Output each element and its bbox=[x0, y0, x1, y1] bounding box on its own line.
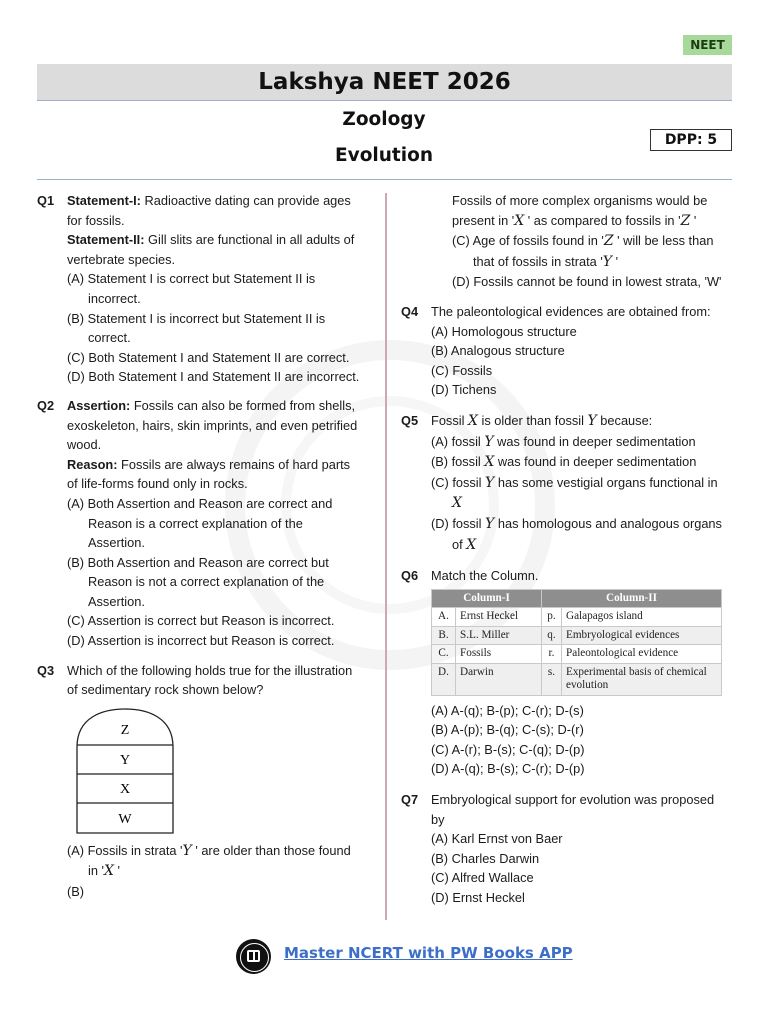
question-6 bbox=[401, 566, 731, 779]
option-a[interactable]: (A) Homologous structure bbox=[431, 323, 577, 339]
option-d[interactable]: (D) Fossils cannot be found in lowest strata, 'W' bbox=[452, 274, 722, 290]
stratum-z-label: Z bbox=[120, 722, 130, 738]
pw-books-app-link[interactable]: Master NCERT with PW Books APP bbox=[284, 944, 573, 962]
stratum-w-label: W bbox=[118, 811, 132, 827]
question-5 bbox=[401, 411, 731, 555]
question-3 bbox=[37, 661, 362, 902]
reason-text: Fossils are always remains of hard parts of life-forms found only in rocks. bbox=[67, 456, 351, 492]
table-row: A. Ernst Heckel p. Galapagos island bbox=[432, 608, 722, 627]
question-7 bbox=[401, 790, 731, 908]
option-b-label[interactable]: (B) bbox=[67, 884, 85, 900]
question-2 bbox=[37, 396, 362, 651]
option-a[interactable]: (A) Karl Ernst von Baer bbox=[431, 831, 563, 847]
question-stem: Fossil X is older than fossil Y because: bbox=[431, 412, 653, 429]
sedimentary-rock-diagram bbox=[75, 707, 175, 835]
question-stem: Embryological support for evolution was proposed by bbox=[431, 792, 715, 827]
reason bbox=[67, 455, 362, 494]
option-b[interactable]: (B) Statement I is incorrect but Statement II is correct. bbox=[67, 310, 326, 346]
page-title: Lakshya NEET 2026 bbox=[37, 64, 732, 101]
option-c[interactable]: (C) Fossils bbox=[431, 362, 493, 378]
option-b[interactable]: (B) A-(p); B-(q); C-(s); D-(r) bbox=[431, 722, 584, 738]
match-table bbox=[431, 589, 722, 696]
question-4 bbox=[401, 302, 731, 400]
question-3-continued bbox=[401, 191, 731, 292]
option-c[interactable]: (C) Both Statement I and Statement II are correct. bbox=[67, 349, 350, 365]
option-d[interactable]: (D) fossil Y has homologous and analogous organs of X bbox=[431, 515, 722, 553]
option-b[interactable]: (B) Analogous structure bbox=[431, 343, 565, 359]
assertion-text: Fossils can also be formed from shells, exoskeleton, hairs, skin imprints, and even petrified wood. bbox=[67, 397, 358, 453]
question-number: Q7 bbox=[401, 792, 419, 808]
option-c[interactable]: (C) Age of fossils found in 'Z ' will be less than that of fossils in strata 'Y ' bbox=[452, 233, 714, 270]
question-stem: Which of the following holds true for the illustration of sedimentary rock shown below? bbox=[67, 662, 353, 698]
question-stem: Match the Column. bbox=[431, 568, 539, 584]
assertion bbox=[67, 396, 362, 455]
reason-label: Reason: bbox=[67, 456, 118, 472]
option-a[interactable]: (A) Both Assertion and Reason are correct and Reason is a correct explanation of the Assertion. bbox=[67, 495, 333, 551]
option-a[interactable]: (A) fossil Y was found in deeper sedimentation bbox=[431, 433, 696, 450]
book-icon bbox=[247, 950, 260, 962]
assertion-label: Assertion: bbox=[67, 397, 131, 413]
statement-2 bbox=[67, 230, 362, 269]
option-c[interactable]: (C) Alfred Wallace bbox=[431, 870, 534, 886]
option-b[interactable]: (B) fossil X was found in deeper sedimentation bbox=[431, 454, 697, 471]
table-row: D. Darwin s. Experimental basis of chemical evolution bbox=[432, 663, 722, 695]
option-d[interactable]: (D) A-(q); B-(s); C-(r); D-(p) bbox=[431, 761, 585, 777]
table-row: B. S.L. Miller q. Embryological evidences bbox=[432, 626, 722, 645]
stratum-y-label: Y bbox=[119, 752, 131, 768]
question-number: Q2 bbox=[37, 397, 55, 413]
statement-1-text: Radioactive dating can provide ages for fossils. bbox=[67, 193, 351, 228]
column-2-header: Column-II bbox=[542, 589, 722, 608]
stratum-x-label: X bbox=[119, 781, 131, 797]
statement-1-label: Statement-I: bbox=[67, 193, 141, 208]
option-c[interactable]: (C) fossil Y has some vestigial organs functional in X bbox=[431, 474, 718, 512]
dpp-number-box: DPP: 5 bbox=[650, 129, 732, 151]
option-c[interactable]: (C) Assertion is correct but Reason is incorrect. bbox=[67, 613, 335, 629]
option-a[interactable]: (A) A-(q); B-(p); C-(r); D-(s) bbox=[431, 702, 584, 718]
question-number: Q1 bbox=[37, 193, 55, 208]
option-d[interactable]: (D) Assertion is incorrect but Reason is correct. bbox=[67, 633, 335, 649]
statement-2-label: Statement-II: bbox=[67, 232, 145, 248]
column-divider bbox=[385, 193, 387, 920]
option-c[interactable]: (C) A-(r); B-(s); C-(q); D-(p) bbox=[431, 741, 585, 757]
table-row: C. Fossils r. Paleontological evidence bbox=[432, 645, 722, 664]
column-1-header: Column-I bbox=[432, 589, 542, 608]
option-b[interactable]: (B) Charles Darwin bbox=[431, 850, 540, 866]
question-number: Q6 bbox=[401, 568, 419, 584]
question-number: Q3 bbox=[37, 662, 55, 678]
question-stem: The paleontological evidences are obtained from: bbox=[431, 303, 711, 319]
chapter-heading: Evolution bbox=[335, 145, 433, 166]
question-number: Q5 bbox=[401, 412, 419, 428]
option-a[interactable]: (A) Statement I is correct but Statement II is incorrect. bbox=[67, 271, 316, 306]
book-app-icon bbox=[236, 939, 271, 974]
option-d[interactable]: (D) Ernst Heckel bbox=[431, 890, 525, 906]
subject-heading: Zoology bbox=[342, 109, 426, 130]
statement-1 bbox=[67, 191, 362, 230]
right-column bbox=[401, 191, 731, 908]
header-divider bbox=[37, 179, 732, 180]
option-d[interactable]: (D) Tichens bbox=[431, 382, 497, 398]
question-1 bbox=[37, 191, 362, 387]
question-number: Q4 bbox=[401, 303, 419, 319]
option-b[interactable]: (B) Both Assertion and Reason are correct but Reason is not a correct explanation of the Assertion. bbox=[67, 554, 329, 609]
option-a[interactable]: (A) Fossils in strata 'Y ' are older than those found in 'X ' bbox=[67, 842, 351, 880]
option-d[interactable]: (D) Both Statement I and Statement II are incorrect. bbox=[67, 369, 360, 385]
statement-2-text: Gill slits are functional in all adults of vertebrate species. bbox=[67, 232, 355, 267]
option-b-text[interactable]: Fossils of more complex organisms would be present in 'X ' as compared to fossils in 'Z ' bbox=[452, 193, 708, 229]
left-column bbox=[37, 191, 362, 902]
neet-badge: NEET bbox=[683, 35, 732, 55]
